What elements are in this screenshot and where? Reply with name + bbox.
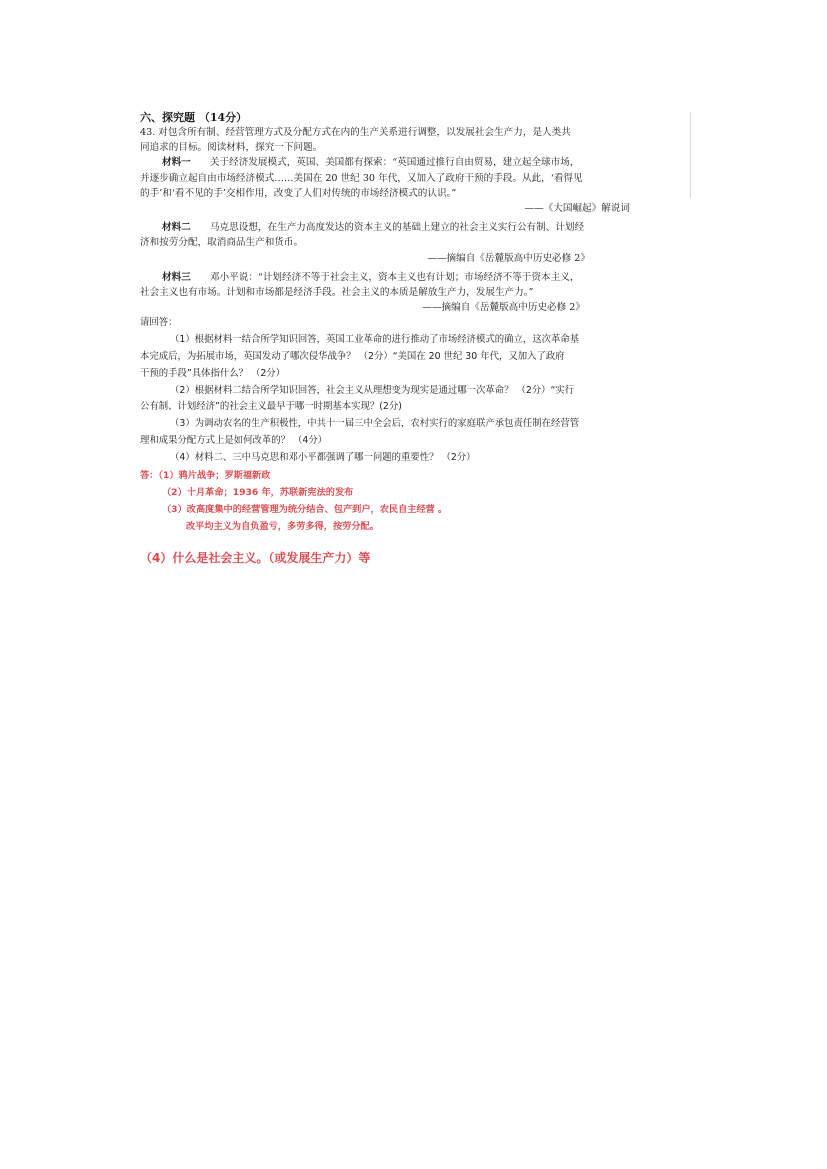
sub-question-line: （1）根据材料一结合所学知识回答，英国工业革命的进行推动了市场经济模式的确立，这次革命基 — [170, 334, 580, 346]
exam-scan — [140, 110, 690, 567]
answer-2: （2）十月革命；1936 年，苏联新宪法的发布 — [162, 486, 354, 498]
answer-1: 答：（1）鸦片战争；罗斯福新政 — [140, 469, 271, 481]
sub-question-line: 干预的手段”具体指什么？ （2分） — [140, 367, 286, 379]
sub-question-4 — [140, 450, 690, 467]
material-three-text: 邓小平说：“计划经济不等于社会主义，资本主义也有计划；市场经济不等于资本主义， — [209, 271, 580, 283]
material-one-line — [140, 155, 690, 170]
material-two-line — [140, 220, 690, 235]
sub-question-line: 公有制、计划经济”的社会主义最早于哪一时期基本实现？(2分) — [140, 401, 402, 413]
answer-3: （3）改高度集中的经营管理为统分结合、包产到户，农民自主经营 。 — [162, 503, 448, 515]
material-two-line: 济和按劳分配，取消商品生产和货币。 — [140, 237, 304, 249]
material-two-text: 马克思设想，在生产力高度发达的资本主义的基础上建立的社会主义实行公有制、计划经 — [209, 222, 585, 234]
material-one-label: 材料一 — [162, 157, 191, 169]
sub-question-3 — [140, 416, 690, 450]
answer-3-continued: 改平均主义为自负盈亏，多劳多得，按劳分配。 — [186, 520, 379, 532]
answer-block — [140, 467, 690, 567]
material-one-source: ——《大国崛起》解说词 — [524, 203, 630, 215]
sub-question-1 — [140, 332, 690, 382]
section-title: 六、探究题 （14分） — [140, 111, 248, 124]
material-one-line: 的手’和‘看不见的手’交相作用，改变了人们对传统的市场经济模式的认识。” — [140, 187, 457, 199]
intro-line: 同追求的目标。阅读材料，探究一下问题。 — [140, 142, 323, 154]
material-one-line: 并逐步确立起自由市场经济模式……美国在 20 世纪 30 年代，又加入了政府干预的手段。从此，‘看得见 — [140, 172, 583, 184]
material-two — [140, 220, 690, 266]
material-three-line — [140, 270, 690, 285]
material-three — [140, 270, 690, 316]
material-three-source: ——摘编自《岳麓版高中历史必修 2》 — [422, 302, 585, 314]
sub-question-line: 理和成果分配方式上是如何改革的？ （4分） — [140, 435, 328, 447]
material-one — [140, 155, 690, 216]
answer-4: （4）什么是社会主义。（或发展生产力）等 — [140, 550, 371, 565]
material-two-label: 材料二 — [162, 222, 191, 234]
answer-prompt: 请回答： — [140, 317, 178, 329]
sub-question-line: （4）材料二、三中马克思和邓小平都强调了哪一问题的重要性？ （2分） — [170, 451, 476, 463]
material-three-label: 材料三 — [162, 271, 191, 283]
intro-line: 43. 对包含所有制、经营管理方式及分配方式在内的生产关系进行调整，以发展社会生产力，是人类共 — [140, 127, 571, 138]
scan-edge-line — [690, 112, 691, 198]
sub-question-line: （3）为调动农名的生产积极性，中共十一届三中全会后，农村实行的家庭联产承包责任制在经营管 — [170, 418, 580, 430]
sub-question-line: 本完成后，为拓展市场，英国发动了哪次侵华战争？ （2分）“美国在 20 世纪 30 年代，又加入了政府 — [140, 351, 565, 363]
sub-question-2 — [140, 383, 690, 417]
material-two-source: ——摘编自《岳麓版高中历史必修 2》 — [427, 252, 590, 264]
sub-question-line: （2）根据材料二结合所学知识回答，社会主义从理想变为现实是通过哪一次革命？ （2分）“实行 — [170, 384, 575, 396]
question-intro — [140, 125, 690, 155]
material-one-text: 关于经济发展模式，英国、美国都有探索：“英国通过推行自由贸易，建立起全球市场， — [209, 157, 580, 169]
material-three-line: 社会主义也有市场。计划和市场都是经济手段。社会主义的本质是解放生产力，发展生产力。” — [140, 287, 534, 299]
